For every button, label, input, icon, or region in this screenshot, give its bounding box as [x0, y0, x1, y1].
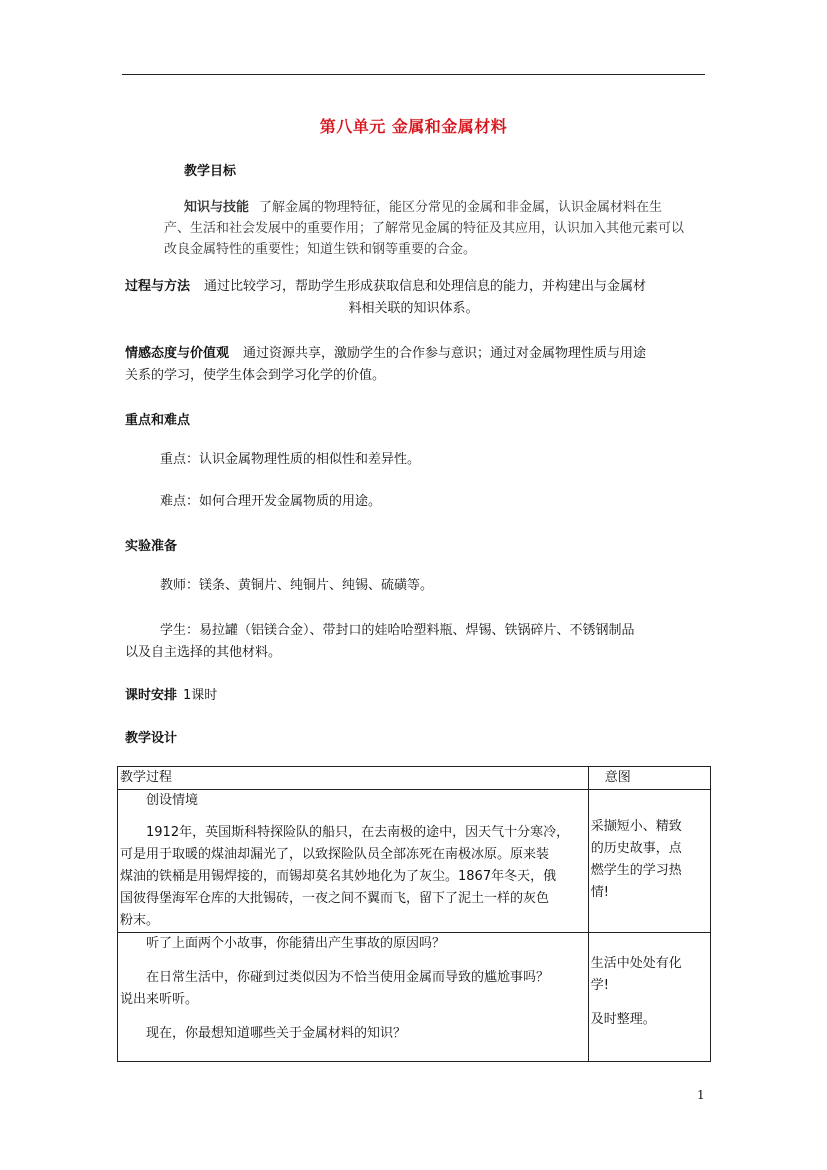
design-heading: 教学设计	[125, 731, 178, 746]
knowledge-line-1: 知识与技能 了解金属的物理特征，能区分常见的金属和非金属，认识金属材料在生	[184, 200, 663, 215]
header-process: 教学过程	[118, 767, 589, 790]
row1-title: 创设情境	[146, 793, 199, 808]
table-row	[118, 933, 711, 1062]
knowledge-label: 知识与技能	[184, 200, 250, 215]
row1-paragraph-line-5: 粉末。	[120, 913, 160, 928]
row1-intent-line-3: 燃学生的学习热	[590, 863, 682, 878]
row2-intent-line-2: 学!	[590, 978, 609, 993]
table-row	[118, 790, 711, 933]
knowledge-line-2: 产、生活和社会发展中的重要作用；了解常见金属的特征及其应用，认识加入其他元素可以	[164, 221, 685, 236]
table-header-row	[118, 767, 711, 790]
process-line-2: 料相关联的知识体系。	[348, 301, 479, 316]
row2-intent-line-1: 生活中处处有化	[590, 956, 682, 971]
key-points-heading: 重点和难点	[125, 413, 191, 428]
header-rule	[122, 74, 705, 75]
student-materials-line-1: 学生：易拉罐（铝镁合金）、带封口的娃哈哈塑料瓶、焊锡、铁锅碎片、不锈钢制品	[160, 623, 635, 638]
page-number: 1	[697, 1088, 705, 1102]
schedule	[125, 685, 217, 706]
row2-process-cell	[118, 933, 589, 1062]
teacher-materials: 教师：镁条、黄铜片、纯铜片、纯锡、硫磺等。	[160, 578, 434, 593]
row2-intent-line-3: 及时整理。	[590, 1012, 656, 1027]
row2-question-2-line-1: 在日常生活中，你碰到过类似因为不恰当使用金属而导致的尴尬事吗？	[146, 970, 550, 985]
teaching-design-table	[117, 766, 711, 1062]
row1-intent-line-2: 的历史故事，点	[590, 841, 682, 856]
key-point-text: 重点：认识金属物理性质的相似性和差异性。	[160, 452, 421, 467]
emotion-label: 情感态度与价值观	[125, 346, 230, 361]
row2-question-3: 现在，你最想知道哪些关于金属材料的知识？	[146, 1026, 407, 1041]
row1-intent-line-4: 情!	[590, 885, 609, 900]
emotion-line-2: 关系的学习，使学生体会到学习化学的价值。	[125, 368, 386, 383]
knowledge-line-3: 改良金属特性的重要性；知道生铁和钢等重要的合金。	[164, 242, 477, 257]
preparation-heading: 实验准备	[125, 539, 178, 554]
row1-paragraph-line-3: 煤油的铁桶是用锡焊接的，而锡却莫名其妙地化为了灰尘。1867年冬天，俄	[120, 869, 557, 884]
emotion-line-1: 情感态度与价值观 通过资源共享，激励学生的合作参与意识；通过对金属物理性质与用途	[125, 346, 647, 361]
row1-intent-line-1: 采撷短小、精致	[590, 819, 682, 834]
row1-paragraph-line-1: 1912年，英国斯科特探险队的船只，在去南极的途中，因天气十分寒冷，	[146, 825, 570, 840]
header-intent: 意图	[588, 767, 710, 790]
schedule-label: 课时安排	[125, 688, 178, 703]
difficulty-text: 难点：如何合理开发金属物质的用途。	[160, 494, 382, 509]
row1-process-cell	[118, 790, 589, 933]
process-line-1: 过程与方法 通过比较学习，帮助学生形成获取信息和处理信息的能力，并构建出与金属材	[125, 279, 647, 294]
process-label: 过程与方法	[125, 279, 191, 294]
row2-question-2-line-2: 说出来听听。	[120, 992, 199, 1007]
row2-question-1: 听了上面两个小故事，你能猜出产生事故的原因吗？	[146, 936, 446, 951]
row1-paragraph-line-2: 可是用于取暖的煤油却漏光了，以致探险队员全部冻死在南极冰原。原来装	[120, 847, 550, 862]
document-title: 第八单元 金属和金属材料	[319, 117, 508, 136]
objectives-heading: 教学目标	[184, 164, 237, 179]
row1-paragraph-line-4: 国彼得堡海军仓库的大批锡砖，一夜之间不翼而飞，留下了泥土一样的灰色	[120, 891, 550, 906]
row1-intent-cell	[588, 790, 710, 933]
row2-intent-cell	[588, 933, 710, 1062]
schedule-value: 1课时	[183, 688, 218, 703]
student-materials-line-2: 以及自主选择的其他材料。	[125, 645, 282, 660]
